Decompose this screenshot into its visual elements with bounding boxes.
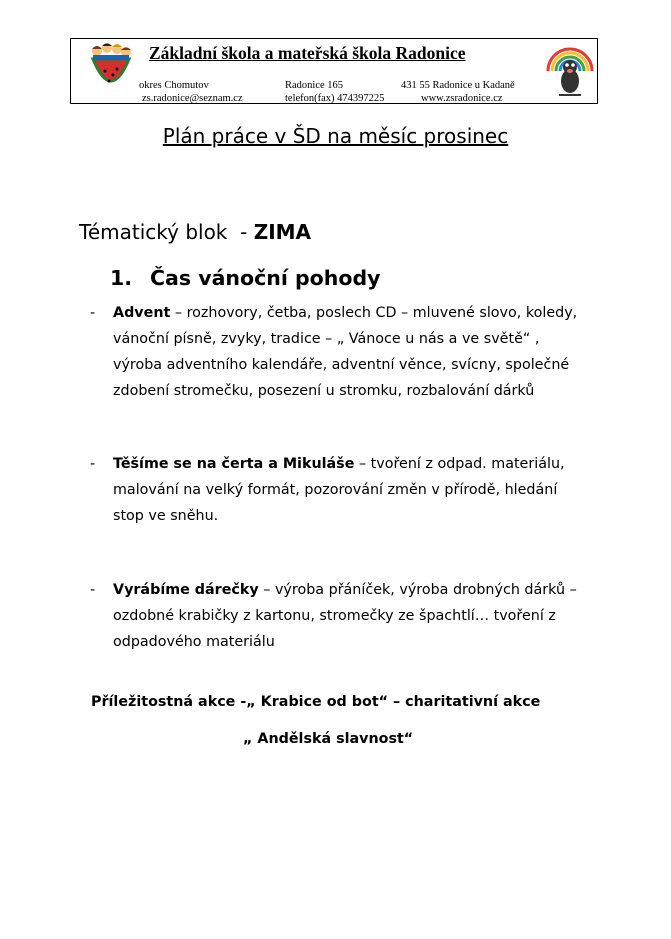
item-heading: Těšíme se na čerta a Mikuláše	[113, 456, 355, 472]
section-title: Čas vánoční pohody	[150, 266, 381, 290]
item-heading: Vyrábíme dárečky	[113, 582, 259, 598]
website: www.zsradonice.cz	[421, 93, 503, 104]
item-heading: Advent	[113, 305, 171, 321]
item-text: – rozhovory, četba, poslech CD – mluvené slovo, koledy, vánoční písně, zvyky, tradice – „ Vánoce u nás a ve světě“ , výroba adventního kalendáře, adventní věnce, svícny, společné zdobení stromečku, posezení u stromku, rozbalování dárků	[113, 305, 578, 399]
list-item	[90, 451, 590, 529]
postal-address: 431 55 Radonice u Kadaně	[401, 80, 515, 91]
list-item	[90, 300, 590, 404]
rainbow-mole-logo-icon	[545, 41, 595, 97]
email: zs.radonice@seznam.cz	[142, 93, 243, 104]
school-name: Základní škola a mateřská škola Radonice	[149, 43, 466, 63]
thematic-block-name: ZIMA	[253, 220, 312, 244]
address: Radonice 165	[285, 80, 344, 91]
thematic-block-label: Tématický blok -	[79, 220, 254, 244]
section-heading	[110, 266, 380, 290]
list-dash: -	[90, 305, 96, 321]
letterhead	[70, 38, 598, 104]
list-dash: -	[90, 456, 96, 472]
section-number: 1.	[110, 266, 133, 290]
item-text: – výroba přáníček, výroba drobných dárků – ozdobné krabičky z kartonu, stromečky ze špachtlí… tvoření z odpadového materiálu	[113, 582, 577, 650]
page-title: Plán práce v ŠD na měsíc prosinec	[162, 124, 509, 148]
district: okres Chomutov	[139, 80, 209, 91]
children-watermelon-logo-icon	[89, 41, 133, 97]
list-item	[90, 577, 590, 655]
item-text: – tvoření z odpad. materiálu, malování na velký formát, pozorování změn v přírodě, hledání stop ve sněhu.	[113, 456, 565, 524]
thematic-block	[79, 220, 311, 244]
angel-celebration: „ Andělská slavnost“	[243, 731, 414, 747]
phone: telefon(fax) 474397225	[285, 93, 385, 104]
occasional-event: Příležitostná akce -„ Krabice od bot“ – charitativní akce	[91, 694, 541, 710]
list-dash: -	[90, 582, 96, 598]
